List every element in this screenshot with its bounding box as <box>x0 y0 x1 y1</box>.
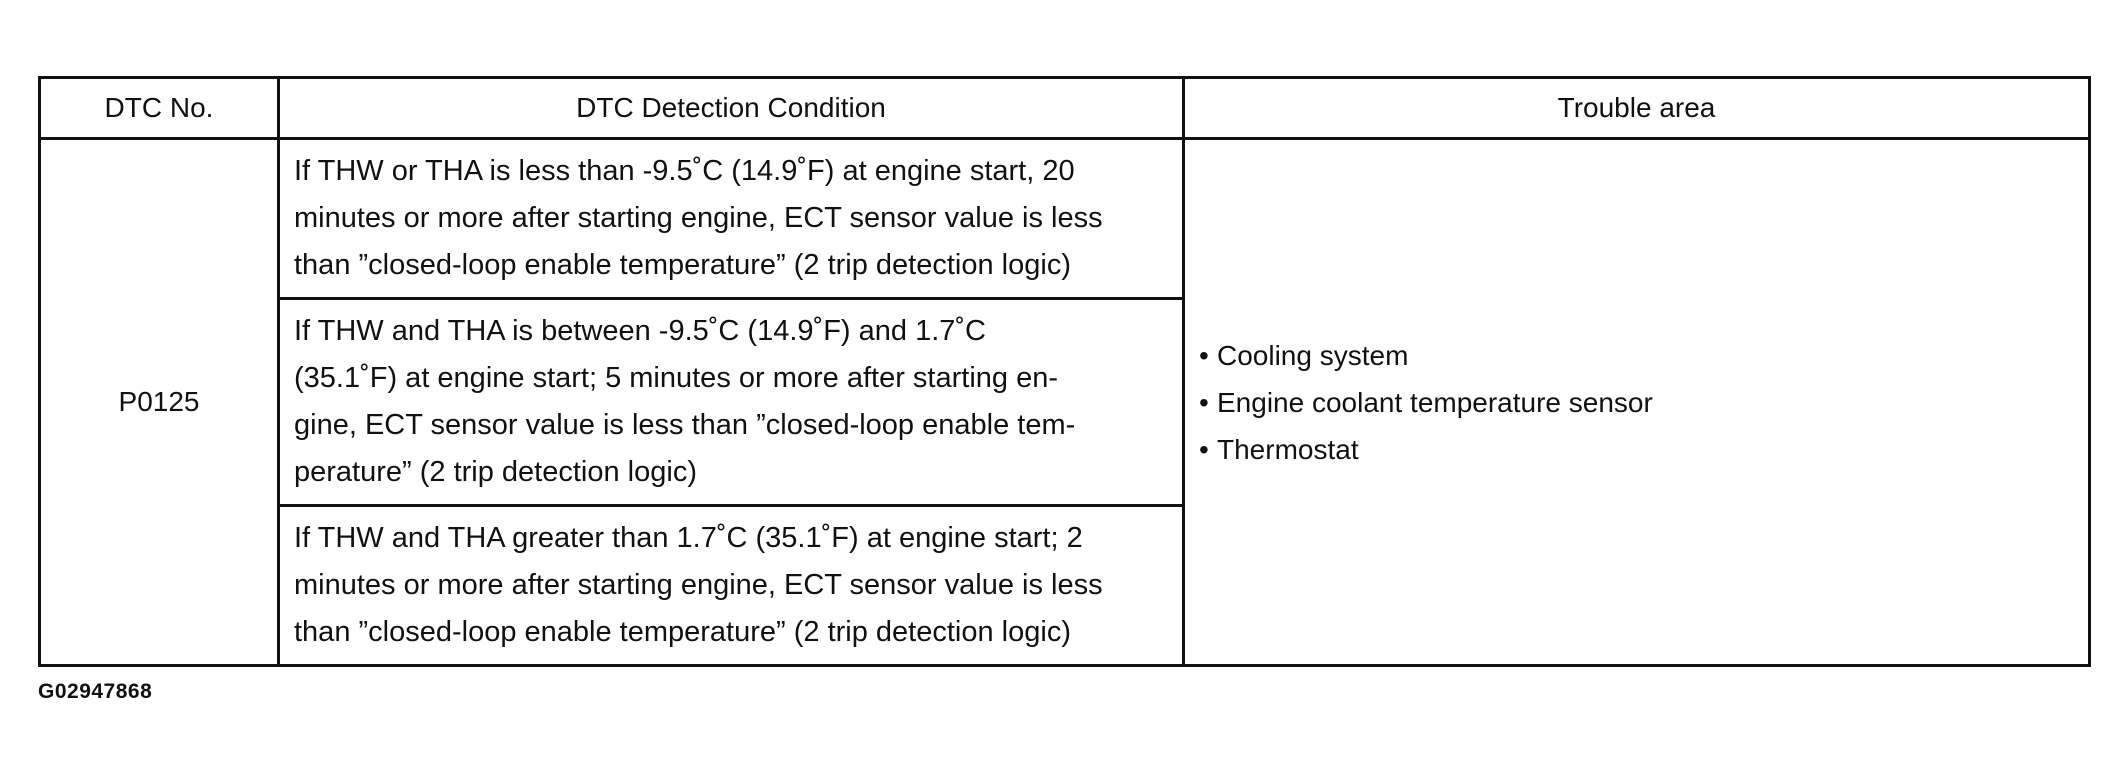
condition-line: minutes or more after starting engine, ECT sensor value is less <box>294 569 1103 601</box>
header-trouble-area: Trouble area <box>1184 78 2090 139</box>
detection-condition-3 <box>279 506 1184 666</box>
dtc-table <box>38 76 2091 667</box>
condition-line: than ”closed-loop enable temperature” (2 trip detection logic) <box>294 616 1071 648</box>
bullet-icon: • <box>1199 386 1209 418</box>
trouble-area-list <box>1199 332 2088 473</box>
condition-line: gine, ECT sensor value is less than ”closed-loop enable tem- <box>294 409 1076 441</box>
figure-id: G02947868 <box>38 680 153 703</box>
bullet-icon: • <box>1199 433 1209 465</box>
header-row <box>40 78 2090 139</box>
trouble-area-item: Thermostat <box>1217 433 1359 465</box>
condition-line: minutes or more after starting engine, ECT sensor value is less <box>294 202 1103 234</box>
trouble-area-cell <box>1184 139 2090 666</box>
trouble-area-item: Engine coolant temperature sensor <box>1217 386 1653 418</box>
condition-line: If THW or THA is less than -9.5˚C (14.9˚F) at engine start, 20 <box>294 155 1075 187</box>
condition-line: (35.1˚F) at engine start; 5 minutes or more after starting en- <box>294 362 1058 394</box>
detection-condition-1 <box>279 139 1184 299</box>
list-item <box>1199 379 2088 426</box>
header-detection-condition: DTC Detection Condition <box>279 78 1184 139</box>
condition-line: perature” (2 trip detection logic) <box>294 456 697 488</box>
list-item <box>1199 426 2088 473</box>
bullet-icon: • <box>1199 339 1209 371</box>
detection-condition-2 <box>279 299 1184 506</box>
condition-line: If THW and THA is between -9.5˚C (14.9˚F) and 1.7˚C <box>294 315 986 347</box>
list-item <box>1199 332 2088 379</box>
condition-line: than ”closed-loop enable temperature” (2 trip detection logic) <box>294 249 1071 281</box>
condition-line: If THW and THA greater than 1.7˚C (35.1˚F) at engine start; 2 <box>294 522 1083 554</box>
dtc-number: P0125 <box>40 139 279 666</box>
table-row <box>40 139 2090 299</box>
trouble-area-item: Cooling system <box>1217 339 1409 371</box>
header-dtc-no: DTC No. <box>40 78 279 139</box>
